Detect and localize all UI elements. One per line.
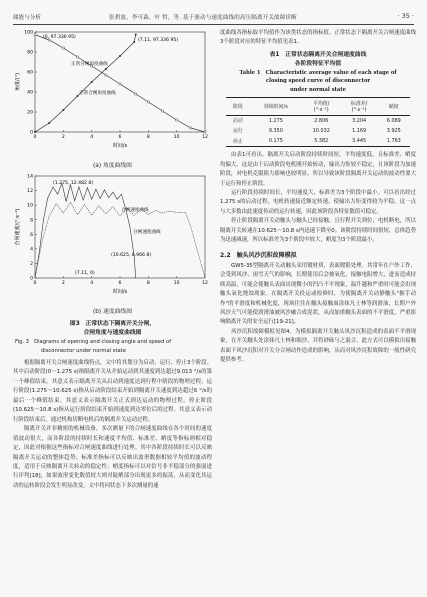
angle-data-point [147,101,149,103]
fig3-caption-en-line1: Fig. 3 Diagrams of opening and closing angle and speed of [15,339,172,345]
page-number: · 35 · [397,12,414,20]
speed-x-tick-label: 4 [90,281,94,286]
angle-x-tick-label: 0 [33,135,37,140]
page-header [13,11,414,23]
fig3-caption-cn-line1: 图3 正常状态下隔离开关分闸、 [69,321,156,327]
angle-data-point [135,93,137,95]
right-paragraph-intro: 度曲线各指标取平均值作为该类状态的指标值。正常状态下隔离开关合闸速度曲线3个阶段对应的特征平均值见表1。 [220,30,416,46]
running-title: 张碧波，李可森，叶 哲，等. 基于驱动与速度曲线的高压隔离开关故障诊断 [109,15,297,21]
table1-title-cn-line1: 表1 正常状态隔离开关合闸速度曲线 [269,51,367,58]
speed-close-label: 合闸速度曲线 [121,208,149,213]
angle-data-point [119,55,121,57]
angle-x-tick-label: 4 [90,135,94,140]
fig3-caption-cn [13,320,212,338]
right-column [220,29,416,366]
speed-annotation-zero: (7.11, 0) [75,271,95,276]
angle-y-tick-label: 20 [27,110,33,116]
speed-subcaption: (b) 速度曲线图 [92,309,133,315]
table-row [226,126,410,136]
table1-title-en-line2: closing speed curve of disconnector [265,78,371,85]
angle-data-point [135,34,137,36]
table-cell: 5.382 [302,136,341,147]
table-cell: 1.169 [352,127,367,134]
table-cell: 6.089 [386,117,401,124]
angle-x-tick-label: 8 [146,135,150,140]
angle-data-point [62,109,64,111]
header-rule [13,24,414,25]
table1-header-row [226,98,410,115]
left-paragraph-1: 根据隔离开关合闸速度曲线特点，文中将其划分为启动、运行、停止3个阶段。其中启动阶段(0～1.275 s)指隔离开关从开始运动到其速度到达超过9.013 °/s的第一个峰值结束。其意义表示隔离开关从启动到速度达到行程中阶段的物理过程。运行阶段(1.275～10.625 s)指从启动阶段结束开始到隔离开关速度到达超过6 °/s的最后一个峰值结束。其意义表示隔离开关正式到达运动的物理过程。停止阶段(10.625～10.8 s)指从运行阶段结束开始到速度到达零位后的过程。其意义表示动行阶段结束后，通过机构切断电机后的隔离开关运动过程。 [13,360,212,423]
angle-data-point [91,81,93,83]
angle-chart [13,29,212,155]
left-paragraph-2: 隔离开关并非精密的机械设备，多次测量下的合闸速度曲线在各个时间的速度值波动很大，而各阶段的持续时长和速度平均值、标准差、峭度等指标则相对稳定，因此对根据这些指标对合闸速度曲线进行处理。其中各阶段持续时长可以反映隔离开关运动的整体趋势；标准差指标可以反映出波形数据相较平均值的波动程度，适用于反映隔离开关转动的稳定性；峭度指标可以对信号非平稳部分的强弱进行评判[18]，如果波形变化数值较大则对陡峭部分出现更多的振荡，从而变化其运动的运转阶段会发生明显改变。文中将同状态下多次测量的速 [13,426,212,489]
speed-y-tick-label: 2 [30,262,33,268]
table-cell: 10.032 [312,127,330,134]
fig3-caption-cn-line2: 合闸角度与速度曲线图 [83,330,142,336]
speed-chart [13,173,212,301]
angle-data-point [105,74,107,76]
table-cell: 1.275 [268,117,283,124]
speed-y-tick-label: 6 [30,232,33,238]
angle-y-label: 角度/(°) [15,72,21,92]
speed-x-tick-label: 12 [202,281,208,286]
angle-x-label: 时间/s [112,143,128,149]
angle-y-tick-label: 40 [27,90,33,96]
speed-series-line-2 [35,202,205,278]
table-cell: 3.204 [352,117,367,124]
table-cell: 9.350 [268,127,283,134]
table-cell: 1.763 [378,136,410,147]
angle-data-point [204,131,206,133]
fig3-caption-en [15,338,212,355]
speed-y-tick-label: 14 [27,174,33,180]
speed-annotation-peak: (1.275, 12.482 8) [53,181,94,186]
right-paragraph-4: 停止阶段隔离开关动触头与触头已经接触，且行程开关到位，电机断电，所以隔离开关转速在10.625～10.8 s内迅速下降至0。该阶段持续时间很短，总体趋势为迅速减速，所以标准差为3个阶段中较大，峭度为3个阶段最小。 [220,218,416,244]
angle-close-label: 正常合闸角度曲线 [79,91,116,96]
speed-x-label: 时间/s [112,289,128,295]
right-paragraph-6: 风沙沉积故障模拟见图4。为模拟隔离开关触头风沙沉积造成的表面不平滑现象，在开关触头处涂抹凡士林和细沙，并将砂砾与之混合。此方式可以模拟出接触表面下风沙沉积对开关分合闸动作造成的影响，从而对风沙沉积故障的一般性研究提供参考。 [220,328,416,364]
table-cell: 运行 [233,128,243,135]
right-paragraph-2: 由表1可看出，隔离开关启动阶段持续时间短，平均速度低，且标准差、峭度均偏大。这是由于启动阶段电机刚开始转动，输出力矩较不稳定，且该阶段为加速阶段，对电机克服阻力影响也较明显，所以导致该阶段隔离开关运动的波动性要大于运行和停止阶段。 [220,152,416,187]
angle-annotation-start: (0, 97.336 95) [43,35,76,40]
speed-plot-frame [35,176,205,278]
speed-x-tick-label: 10 [173,281,180,286]
table1-title-en-line1: Table 1 Characteristic average value of each stage of [239,69,397,76]
fig3-caption-en-line2: disconnector under normal state [41,347,126,354]
angle-x-tick-label: 12 [202,135,208,140]
table-cell: 2.806 [314,117,329,124]
angle-data-point [77,56,79,58]
journal-name: 储能与分析 [13,15,41,21]
speed-x-tick-label: 0 [33,281,37,286]
speed-y-label: 合闸速度/(°·s⁻¹) [15,208,21,246]
table1-title-en [220,69,416,95]
speed-x-tick-label: 8 [146,281,150,286]
table-row [226,136,410,147]
table1-header-cell: 平均值/ (°·s⁻¹) [302,98,341,115]
table1-title-cn [220,51,416,69]
section-heading-2-2: 2.2 触头风沙沉积故障模拟 [220,251,297,259]
right-paragraph-3: 运行阶段持续时间长，平均速度大，标准差为3个阶段中最小。可以看出经过1.275 s的启动过程，电机转速接近额定转速，使输出力矩变得较为平稳。这一点与大多数由此速度传动的运行转速，因此该阶段各特征数值可稳定。 [220,189,416,215]
speed-x-tick-label: 6 [118,281,122,286]
angle-data-point [48,122,50,124]
table1-header-cell: 标准差/ (°·s⁻¹) [341,98,378,115]
angle-plot-frame [35,32,205,132]
table1-header-cell: 阶段 [226,98,250,115]
table1 [226,97,410,147]
table-cell: 3.445 [341,136,378,147]
speed-x-tick-label: 2 [61,281,65,286]
angle-data-point [62,47,64,49]
angle-y-tick-label: 80 [27,50,33,56]
angle-subcaption: (a) 角度曲线图 [93,163,132,169]
table1-title-en-line3: under normal state [290,86,346,93]
speed-y-tick-label: 10 [27,203,33,209]
table-cell: 启动 [233,118,243,125]
speed-y-tick-label: 12 [27,189,33,195]
table-row [226,115,410,126]
table1-header-cell: 峭度 [378,98,410,115]
angle-data-point [190,127,192,129]
angle-data-point [34,34,36,36]
left-column [13,29,212,491]
table-cell: 3.925 [386,127,401,134]
angle-data-point [34,131,36,133]
angle-y-tick-label: 100 [24,30,33,36]
angle-annotation-end: (7.11, 97.336 95) [138,38,179,43]
table-cell: 停止 [226,136,250,147]
speed-y-tick-label: 8 [30,218,33,224]
angle-open-label: 正常分闸角度曲线 [71,62,108,67]
angle-data-point [105,68,107,70]
speed-y-tick-label: 0 [30,276,33,282]
table-cell: 0.175 [250,136,302,147]
speed-open-label: 分闸速度曲线 [133,230,161,235]
angle-y-tick-label: 60 [27,70,33,76]
angle-data-point [133,41,135,43]
speed-series-line-1 [35,183,136,278]
angle-y-tick-label: 0 [30,130,33,136]
angle-data-point [119,83,121,85]
speed-y-tick-label: 4 [30,247,33,253]
angle-data-point [176,119,178,121]
speed-annotation-end: (10.625, 8.966 8) [111,253,152,258]
angle-x-tick-label: 6 [118,135,122,140]
angle-x-tick-label: 10 [173,135,180,140]
table1-header-cell: 持续时间/s [250,98,302,115]
angle-data-point [162,110,164,112]
table1-title-cn-line2: 各阶段特征平均值 [294,60,342,67]
angle-x-tick-label: 2 [61,135,65,140]
right-paragraph-5: GW5-35型隔离开关动触头采用镀材质，表面镀银处理。其常年在户外工作，会受到风沙、雨雪天气的影响，长期使用后会被氧化，接触电阻增大，进而造成持续高温，可能会使触头表面出现微小的凹凸不平现象，温升越和严重时可能会出现触头氧化烧蚀现象。在隔离开关投运或检修时，为使隔离开关动静触头"握手动作"的平滑度和机械化度，现场往往在触头接触面涂抹凡士林等润滑油，长期户外风沙天气可能使润滑油被风沙融合成泥状，从而加重触头表面的不平滑度，严重影响隔离开关的安全运行[19-21]。 [220,262,416,326]
